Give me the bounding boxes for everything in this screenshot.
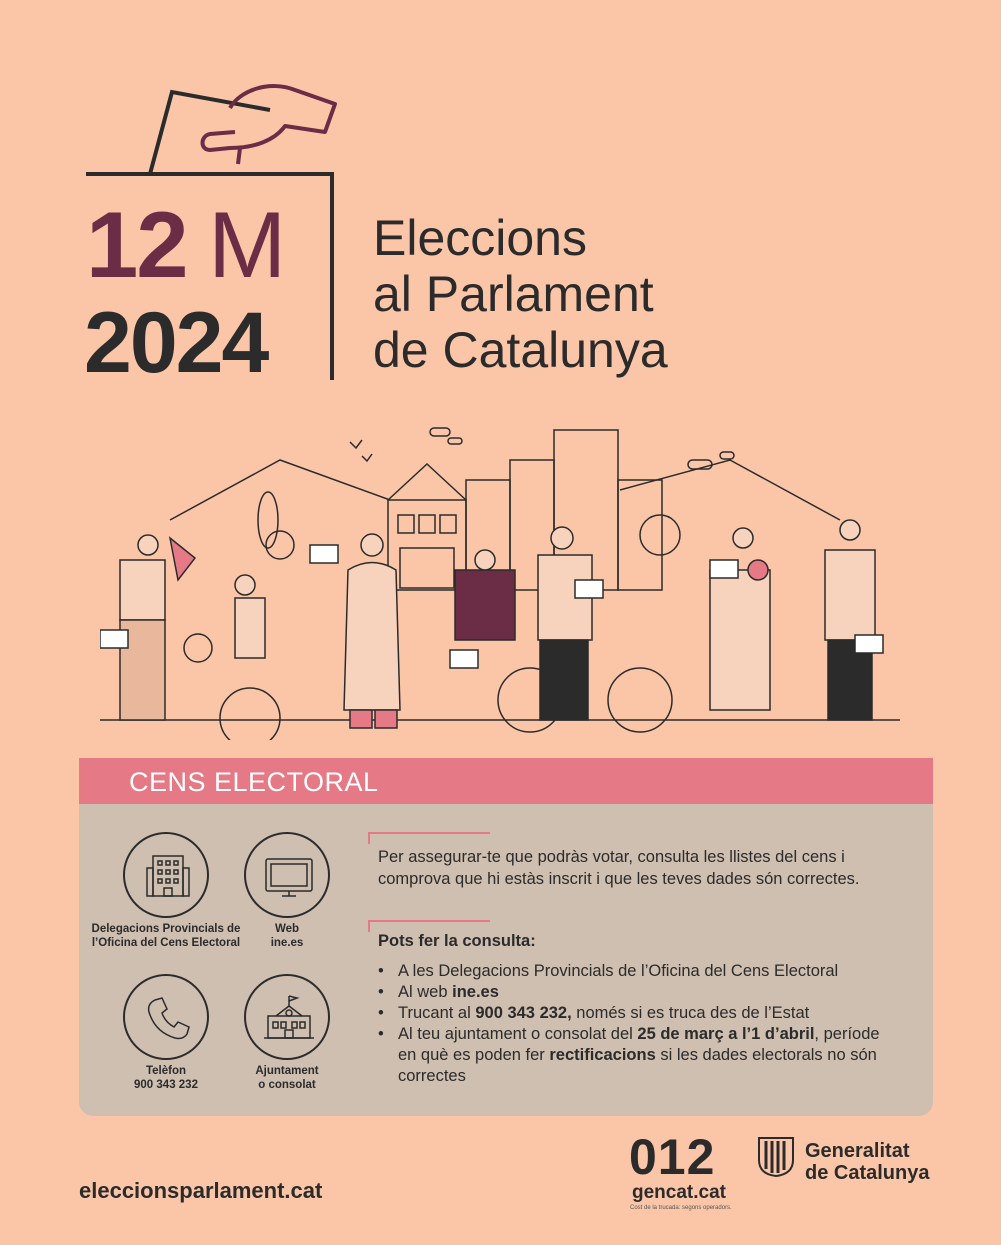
voters-street-illustration: [100, 420, 920, 740]
telephone-icon: [125, 976, 211, 1062]
list-item-bold: 25 de març a l’1 d’abril: [637, 1025, 815, 1043]
town-hall-caption-line2: o consolat: [258, 1079, 316, 1091]
generalitat-name: [805, 1140, 929, 1184]
list-item-text: Al web: [398, 983, 453, 1001]
title-line-2: al Parlament: [373, 266, 654, 322]
call-cost-note: Cost de la trucada: segons operadors.: [630, 1205, 732, 1211]
office-building-icon: [125, 834, 211, 920]
town-hall-caption-line1: Ajuntament: [255, 1065, 319, 1077]
delegations-caption: Delegacions Provincials de l’Oficina del Cens Electoral: [91, 923, 241, 949]
computer-monitor-icon: [246, 834, 332, 920]
web-caption-line2: ine.es: [270, 937, 304, 949]
list-item-text: només si es truca des de l’Estat: [571, 1004, 810, 1022]
phone-caption: [126, 1064, 206, 1092]
list-item-text: , període en què es poden fer: [398, 1025, 880, 1064]
generalitat-logo-icon: [757, 1136, 795, 1178]
intro-accent: [368, 832, 490, 844]
town-hall-caption: [239, 1064, 335, 1092]
consult-heading: Pots fer la consulta:: [378, 932, 536, 950]
list-item-text: Al teu ajuntament o consolat del: [398, 1025, 638, 1043]
list-item: [378, 1024, 898, 1087]
phone-caption-line2: 900 343 232: [134, 1079, 198, 1091]
title-line-1: Eleccions: [373, 210, 587, 266]
page-title: [373, 210, 668, 378]
intro-text: Per assegurar-te que podràs votar, consulta les llistes del cens i comprova que hi estàs inscrit i que les teves dades són correctes.: [378, 848, 860, 888]
web-caption-line1: Web: [274, 923, 300, 935]
phone-caption-line1: Telèfon: [145, 1065, 187, 1077]
list-item-text: A les Delegacions Provincials de l’Oficina del Cens Electoral: [398, 962, 839, 980]
website-link[interactable]: eleccionsparlament.cat: [79, 1178, 323, 1203]
list-item-text: Trucant al: [398, 1004, 476, 1022]
consult-list: [378, 961, 898, 1087]
web-caption: [247, 922, 327, 950]
title-line-3: de Catalunya: [373, 322, 668, 378]
list-item-bold: ine.es: [452, 983, 499, 1001]
phone-option: [123, 974, 209, 1060]
section-header: [79, 758, 933, 804]
list-item-bold: 900 343 232,: [475, 1004, 572, 1022]
list-item-bold: rectificacions: [549, 1046, 656, 1064]
gencat-link[interactable]: gencat.cat: [632, 1182, 726, 1203]
town-hall-icon: [246, 976, 332, 1062]
list-item-text: si les dades electorals no són correctes: [398, 1046, 877, 1085]
election-day: 12: [86, 192, 187, 297]
org-line-2: de Catalunya: [805, 1162, 930, 1184]
org-line-1: Generalitat: [805, 1140, 910, 1162]
section-title: CENS ELECTORAL: [129, 767, 379, 797]
list-item: [378, 1003, 898, 1024]
list-item: [378, 961, 898, 982]
consult-accent: [368, 920, 490, 932]
list-item: [378, 982, 898, 1003]
election-year: 2024: [84, 295, 268, 391]
town-hall-option: [244, 974, 330, 1060]
phone-012: 012: [629, 1129, 716, 1185]
web-option: [244, 832, 330, 918]
delegations-option: [123, 832, 209, 918]
election-month: M: [208, 192, 287, 297]
